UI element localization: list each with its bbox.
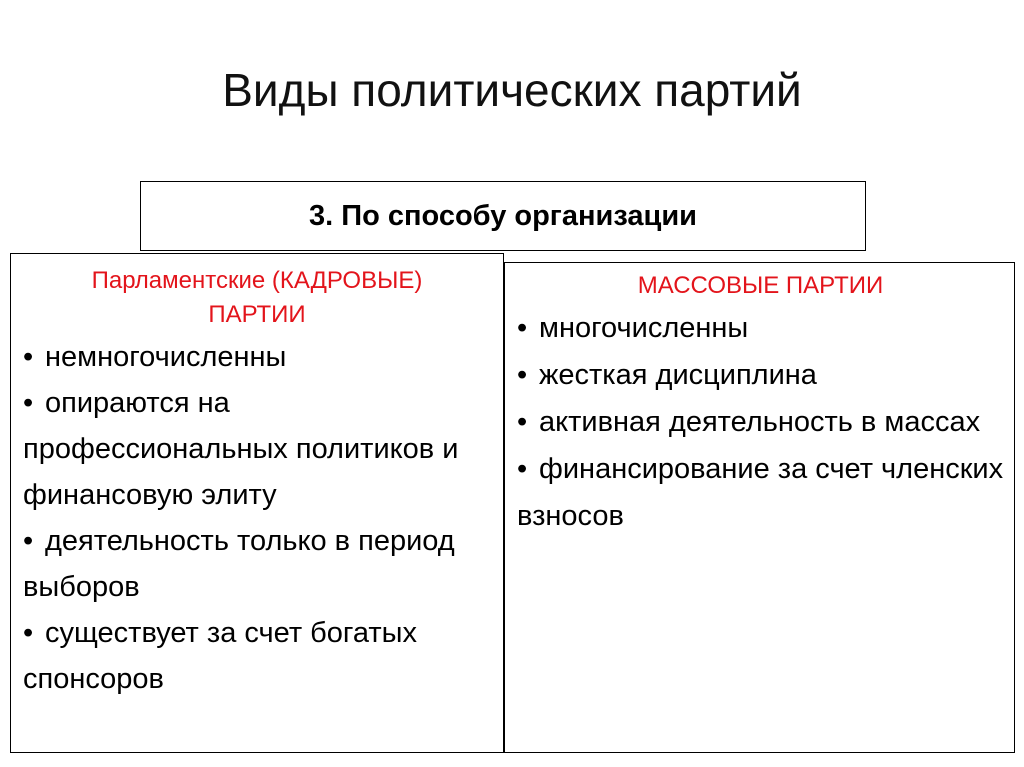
list-item: • жесткая дисциплина (517, 352, 1004, 399)
bullet-icon: • (23, 341, 34, 373)
category-label: 3. По способу организации (308, 199, 698, 232)
list-item: • многочисленны (517, 305, 1004, 352)
list-item: • активная деятельность в массах (517, 399, 1004, 446)
slide-title: Виды политических партий (222, 64, 802, 116)
cadre-heading-line2: ПАРТИИ (208, 301, 306, 328)
bullet-icon: • (517, 359, 528, 391)
bullet-icon: • (23, 387, 34, 419)
cadre-parties-heading (23, 264, 491, 332)
mass-parties-heading: МАССОВЫЕ ПАРТИИ (637, 272, 884, 299)
bullet-icon: • (517, 406, 528, 438)
list-item: • немногочисленны (23, 334, 491, 380)
bullet-icon: • (517, 312, 528, 344)
list-item: • существует за счет богатых спонсоров (23, 610, 491, 702)
list-item: • деятельность только в период выборов (23, 518, 491, 610)
category-box (140, 181, 866, 251)
cadre-heading-line1: Парламентские (КАДРОВЫЕ) (91, 267, 423, 294)
list-item: • опираются на профессиональных политиков и финансовую элиту (23, 380, 491, 518)
bullet-icon: • (517, 453, 528, 485)
list-item: • финансирование за счет членских взносов (517, 446, 1004, 540)
mass-parties-column (504, 262, 1015, 753)
bullet-icon: • (23, 525, 34, 557)
bullet-icon: • (23, 617, 34, 649)
cadre-parties-column (10, 253, 504, 753)
